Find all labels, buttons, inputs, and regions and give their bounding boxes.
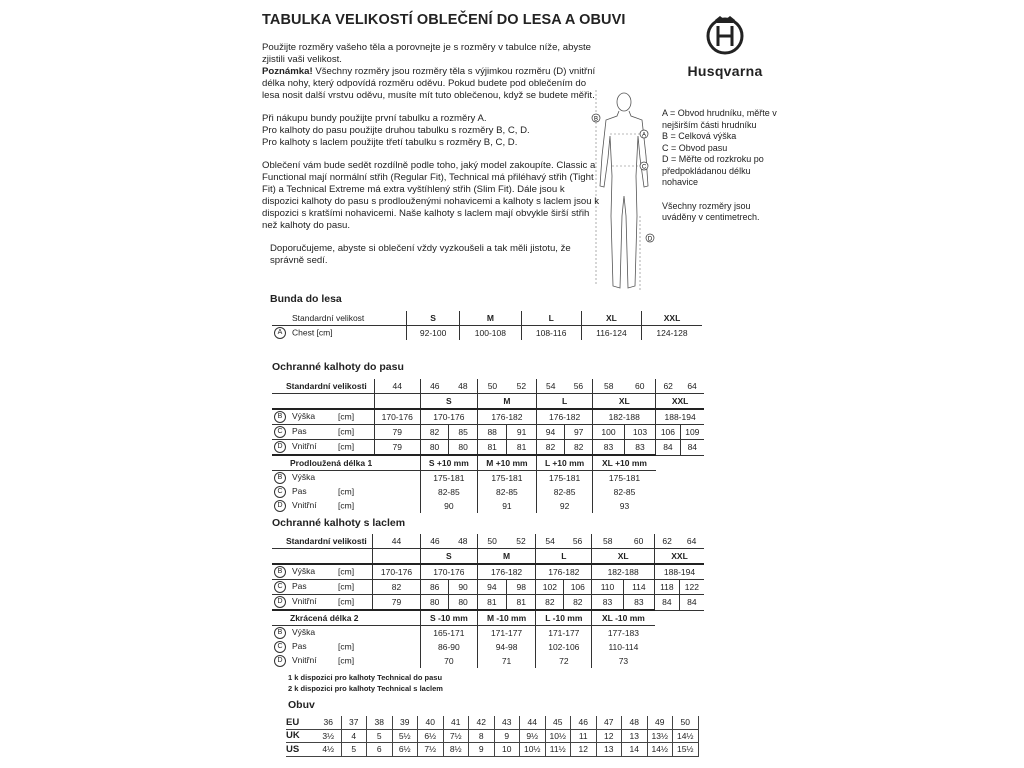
intro-text: [262, 42, 602, 278]
jacket-row-label: A Chest [cm]: [272, 326, 407, 341]
jacket-value: 92-100: [407, 326, 460, 341]
row-label: [272, 440, 374, 456]
shoe-size: 14: [622, 743, 648, 757]
grid-header: Standardní velikosti: [272, 379, 374, 394]
table-cell: 73: [592, 654, 655, 668]
note-text: Všechny rozměry jsou rozměry těla s výjimkou rozměru (D) vnitřní délka nohy, který odpovídá rozměru oděvu. Pokud budete pod oblečením do lesa nosit další vrstvu oděvu, musíte mít tuto oblečenou, když se budete měřit.: [262, 66, 596, 101]
shoe-system-label: US: [286, 743, 316, 757]
table-cell: 83: [593, 440, 624, 456]
table-cell: 80: [449, 595, 477, 611]
marker-b: B: [274, 566, 286, 578]
table-cell: 72: [536, 654, 592, 668]
intro-paragraph-4: Doporučujeme, abyste si oblečení vždy vyzkoušeli a tak měli jistotu, že správně sedí.: [270, 243, 571, 266]
table-cell: 176-182: [536, 564, 592, 580]
shoe-size: 40: [418, 716, 444, 729]
table-cell: 82: [565, 440, 593, 456]
table-cell: 100: [593, 425, 624, 440]
size-number: 58: [593, 379, 624, 394]
row-label-text: Výška: [292, 411, 316, 422]
shoe-size: 13: [622, 729, 648, 743]
shoe-size: 11½: [545, 743, 571, 757]
size-number: 60: [623, 534, 654, 549]
size-number: 60: [624, 379, 655, 394]
size-letter: XXL: [656, 394, 704, 410]
sub-table-title: Zkrácená délka 2: [272, 610, 373, 626]
shoe-size: 15½: [673, 743, 699, 757]
jacket-value: 116-124: [581, 326, 641, 341]
size-letter: S: [420, 394, 477, 410]
shoe-size: 5½: [392, 729, 418, 743]
table-cell: 79: [374, 440, 420, 456]
row-label: [272, 409, 374, 425]
shoe-system-label: EU: [286, 716, 316, 729]
shoe-size: 13½: [647, 729, 673, 743]
shoe-row: [286, 743, 698, 757]
spacer-cell: [374, 471, 420, 486]
intro-p2-line3: Pro kalhoty s laclem použijte třetí tabulku s rozměry B, C, D.: [262, 137, 518, 148]
table-cell: 97: [565, 425, 593, 440]
table-cell: 81: [477, 440, 506, 456]
figure-label-d: D: [647, 236, 653, 243]
row-label-text: Pas: [292, 641, 307, 652]
size-grid: [272, 379, 704, 513]
size-letter: L +10 mm: [536, 455, 592, 471]
table-cell: 83: [624, 440, 655, 456]
table-cell: 102-106: [536, 640, 592, 654]
shoe-size: 9: [469, 743, 495, 757]
shoe-system-label: UK: [286, 729, 316, 743]
sub-table-title: Prodloužená délka 1: [272, 455, 374, 471]
table-cell: 175-181: [420, 471, 477, 486]
size-letter: S +10 mm: [420, 455, 477, 471]
table-cell: 90: [420, 499, 477, 513]
shoe-size: 11: [571, 729, 597, 743]
size-letter: S: [421, 549, 478, 565]
size-letter: XL: [592, 549, 655, 565]
table-cell: 93: [593, 499, 656, 513]
row-label-text: Vnitřní: [292, 596, 317, 607]
table-cell: 70: [421, 654, 478, 668]
shoe-size: 10½: [520, 743, 546, 757]
shoe-size: 13: [596, 743, 622, 757]
table-cell: 79: [374, 425, 420, 440]
jacket-table: [272, 311, 702, 340]
table-cell: 85: [449, 425, 478, 440]
size-letter: L -10 mm: [536, 610, 592, 626]
table-cell: 81: [507, 595, 536, 611]
table-cell: 83: [592, 595, 623, 611]
size-number: 48: [449, 379, 478, 394]
size-number: 54: [536, 379, 564, 394]
table-cell: 175-181: [593, 471, 656, 486]
shoe-size: 47: [596, 716, 622, 729]
spacer-cell: [373, 626, 421, 641]
marker-b: B: [274, 411, 286, 423]
size-number: 62: [655, 534, 680, 549]
row-label: [272, 564, 373, 580]
table-cell: 86-90: [421, 640, 478, 654]
shoe-size: 4: [341, 729, 367, 743]
table-cell: 188-194: [656, 409, 704, 425]
table-cell: 103: [624, 425, 655, 440]
size-number: 58: [592, 534, 623, 549]
row-label-text: Vnitřní: [292, 500, 317, 511]
table-cell: 109: [680, 425, 704, 440]
table-cell: 86: [421, 580, 449, 595]
row-label-text: Výška: [292, 566, 316, 577]
table-cell: 90: [449, 580, 477, 595]
shoe-row: [286, 729, 698, 743]
spacer-cell: [373, 654, 421, 668]
husqvarna-logo: [680, 14, 770, 79]
size-letter: XL +10 mm: [593, 455, 656, 471]
shoe-row: [286, 716, 698, 729]
table-cell: 79: [373, 595, 421, 611]
bib-title: Ochranné kalhoty s laclem: [272, 517, 406, 529]
table-cell: 82-85: [536, 485, 592, 499]
table-cell: 80: [421, 595, 449, 611]
jacket-size: S: [407, 311, 460, 326]
shoe-size: 3½: [316, 729, 341, 743]
jacket-value: 124-128: [642, 326, 702, 341]
row-label: [272, 580, 373, 595]
table-cell: 170-176: [420, 409, 477, 425]
table-cell: 175-181: [536, 471, 592, 486]
shoe-size: 6: [367, 743, 393, 757]
size-number: 52: [507, 534, 536, 549]
table-cell: 92: [536, 499, 592, 513]
shoe-size: 46: [571, 716, 597, 729]
table-cell: 82-85: [593, 485, 656, 499]
intro-p2-line2: Pro kalhoty do pasu použijte druhou tabulku s rozměry B, C, D.: [262, 125, 530, 136]
shoe-size: 12: [596, 729, 622, 743]
grid-header: Standardní velikosti: [272, 534, 373, 549]
page-title: TABULKA VELIKOSTÍ OBLEČENÍ DO LESA A OBUVI: [262, 12, 626, 28]
shoe-size: 37: [341, 716, 367, 729]
spacer-cell: [374, 455, 420, 471]
table-cell: 114: [623, 580, 654, 595]
table-cell: 110-114: [592, 640, 655, 654]
table-cell: 94: [477, 580, 506, 595]
size-grid: [272, 534, 704, 668]
table-cell: 182-188: [592, 564, 655, 580]
row-unit: [cm]: [338, 566, 355, 577]
figure-label-c: C: [641, 164, 647, 171]
shoe-size: 10½: [545, 729, 571, 743]
row-unit: [cm]: [338, 655, 355, 666]
spacer-cell: [373, 610, 421, 626]
row-label-text: Vnitřní: [292, 441, 317, 452]
marker-a: A: [274, 327, 286, 339]
jacket-size: L: [521, 311, 581, 326]
legend-b: B = Celková výška: [662, 131, 737, 141]
shoe-size: 5: [341, 743, 367, 757]
table-cell: 94: [536, 425, 564, 440]
note-label: Poznámka!: [262, 66, 313, 77]
row-unit: [cm]: [338, 441, 355, 452]
table-cell: 91: [507, 425, 537, 440]
row-unit: [cm]: [338, 486, 355, 497]
waist-title: Ochranné kalhoty do pasu: [272, 361, 404, 373]
shoes-table: [286, 716, 699, 757]
spacer-cell: [373, 640, 421, 654]
jacket-value: 108-116: [521, 326, 581, 341]
shoe-size: 10: [494, 743, 520, 757]
shoe-size: 5: [367, 729, 393, 743]
size-letter: L: [536, 549, 592, 565]
spacer-cell: [374, 394, 420, 410]
table-cell: 98: [507, 580, 536, 595]
row-label-text: Pas: [292, 426, 307, 437]
measurement-legend: [662, 108, 782, 224]
table-cell: 175-181: [477, 471, 536, 486]
table-cell: 110: [592, 580, 623, 595]
table-cell: 170-176: [373, 564, 421, 580]
shoe-size: 14½: [647, 743, 673, 757]
table-cell: 170-176: [421, 564, 478, 580]
legend-d: D = Měřte od rozkroku po předpokládanou délku nohavice: [662, 154, 764, 187]
jacket-title: Bunda do lesa: [270, 293, 342, 305]
shoe-size: 45: [545, 716, 571, 729]
row-unit: [cm]: [338, 641, 355, 652]
size-number: 46: [421, 534, 449, 549]
shoe-size: 6½: [418, 729, 444, 743]
row-unit: [cm]: [338, 426, 355, 437]
table-cell: 81: [477, 595, 506, 611]
intro-paragraph-1: [262, 42, 602, 102]
size-number: 64: [680, 379, 704, 394]
table-cell: 171-177: [477, 626, 536, 641]
figure-label-a: A: [641, 132, 647, 139]
row-label: [272, 471, 374, 486]
shoe-size: 9: [494, 729, 520, 743]
size-number: 50: [477, 534, 506, 549]
marker-d: D: [274, 500, 286, 512]
size-number: 56: [565, 379, 593, 394]
marker-b: B: [274, 627, 286, 639]
intro-paragraph-3: Oblečení vám bude sedět rozdílně podle toho, jaký model zakoupíte. Classic a Functional mají normální střih (Regular Fit), Technical má přiléhavý střih (Tight Fit) a Technical Extreme má extra vyštíhlený střih (Slim Fit). Dále jsou k dispozici kalhoty do pasu s prodlouženými nohavicemi a kalhoty s laclem jsou k dispozici s kratšími nohavicemi. Naše kalhoty s laclem mají obvykle širší střih než kalhoty do pasu.: [262, 160, 600, 231]
shoe-size: 38: [367, 716, 393, 729]
table-cell: 88: [477, 425, 506, 440]
marker-c: C: [274, 581, 286, 593]
size-number: 54: [536, 534, 564, 549]
marker-d: D: [274, 441, 286, 453]
size-number: 44: [374, 379, 420, 394]
spacer-cell: [374, 485, 420, 499]
table-cell: 84: [680, 440, 704, 456]
legend-c: C = Obvod pasu: [662, 142, 728, 153]
row-label-text: Pas: [292, 486, 307, 497]
row-label-text: Pas: [292, 581, 307, 592]
row-label: [272, 425, 374, 440]
table-cell: 188-194: [655, 564, 704, 580]
table-cell: 82-85: [420, 485, 477, 499]
row-label: [272, 499, 374, 513]
table-cell: 82: [536, 440, 564, 456]
shoes-title: Obuv: [288, 699, 315, 711]
table-cell: 82: [373, 580, 421, 595]
row-label: [272, 626, 373, 641]
marker-c: C: [274, 641, 286, 653]
row-label: [272, 640, 373, 654]
body-figure: [586, 86, 658, 296]
table-cell: 102: [536, 580, 564, 595]
size-letter: M: [477, 394, 536, 410]
table-cell: 171-177: [536, 626, 592, 641]
marker-d: D: [274, 596, 286, 608]
marker-c: C: [274, 426, 286, 438]
table-cell: 71: [477, 654, 536, 668]
size-number: 52: [507, 379, 537, 394]
row-unit: [cm]: [338, 500, 355, 511]
legend-a: A = Obvod hrudníku, měřte v nejširším části hrudníku: [662, 108, 777, 130]
row-label: [272, 654, 373, 668]
jacket-header: Standardní velikost: [272, 311, 407, 326]
size-letter: L: [536, 394, 592, 410]
footnote-2: 2 k dispozici pro kalhoty Technical s laclem: [288, 684, 443, 693]
table-cell: 82: [536, 595, 564, 611]
table-cell: 94-98: [477, 640, 536, 654]
table-cell: 80: [420, 440, 449, 456]
intro-paragraph-2: [262, 113, 602, 149]
shoe-size: 50: [673, 716, 699, 729]
row-label-text: Výška: [292, 627, 316, 638]
jacket-size: M: [460, 311, 521, 326]
table-cell: 84: [679, 595, 704, 611]
jacket-value: 100-108: [460, 326, 521, 341]
row-label-text: Výška: [292, 472, 316, 483]
shoe-size: 12: [571, 743, 597, 757]
spacer-cell: [373, 549, 421, 565]
shoe-size: 49: [647, 716, 673, 729]
table-cell: 81: [507, 440, 537, 456]
shoe-size: 8: [469, 729, 495, 743]
table-cell: 82: [564, 595, 592, 611]
spacer-cell: [374, 499, 420, 513]
table-cell: 82-85: [477, 485, 536, 499]
table-cell: 80: [449, 440, 478, 456]
row-label-text: Vnitřní: [292, 655, 317, 666]
size-number: 48: [449, 534, 477, 549]
marker-b: B: [274, 472, 286, 484]
size-number: 46: [420, 379, 449, 394]
table-cell: 122: [679, 580, 704, 595]
table-cell: 176-182: [477, 409, 536, 425]
size-letter: M: [477, 549, 536, 565]
table-cell: 106: [564, 580, 592, 595]
shoe-size: 42: [469, 716, 495, 729]
table-cell: 118: [655, 580, 680, 595]
table-cell: 84: [656, 440, 680, 456]
shoe-size: 48: [622, 716, 648, 729]
shoe-size: 6½: [392, 743, 418, 757]
table-cell: 83: [623, 595, 654, 611]
shoe-size: 14½: [673, 729, 699, 743]
shoe-size: 7½: [443, 729, 469, 743]
table-cell: 177-183: [592, 626, 655, 641]
footnotes: [288, 672, 443, 694]
crown-icon: [703, 14, 747, 56]
shoe-size: 39: [392, 716, 418, 729]
size-number: 50: [477, 379, 506, 394]
table-cell: 176-182: [536, 409, 592, 425]
table-cell: 84: [655, 595, 680, 611]
size-number: 44: [373, 534, 421, 549]
jacket-size: XL: [581, 311, 641, 326]
table-cell: 182-188: [593, 409, 656, 425]
table-cell: 82: [420, 425, 449, 440]
table-cell: 165-171: [421, 626, 478, 641]
size-letter: XXL: [655, 549, 704, 565]
size-letter: M +10 mm: [477, 455, 536, 471]
legend-units: Všechny rozměry jsou uváděny v centimetrech.: [662, 200, 760, 222]
spacer-cell: [272, 394, 374, 410]
size-letter: M -10 mm: [477, 610, 536, 626]
marker-c: C: [274, 486, 286, 498]
shoe-size: 43: [494, 716, 520, 729]
intro-p1: Použijte rozměry vašeho těla a porovnejte je s rozměry v tabulce níže, abyste zjistili vaši velikost.: [262, 42, 592, 65]
figure-label-b: B: [593, 116, 599, 123]
table-cell: 91: [477, 499, 536, 513]
intro-p2-line1: Při nákupu bundy použijte první tabulku a rozměry A.: [262, 113, 487, 124]
footnote-1: 1 k dispozici pro kalhoty Technical do pasu: [288, 673, 443, 682]
shoe-size: 9½: [520, 729, 546, 743]
row-label: [272, 485, 374, 499]
size-letter: XL -10 mm: [592, 610, 655, 626]
row-label: [272, 595, 373, 611]
shoe-size: 36: [316, 716, 341, 729]
row-unit: [cm]: [338, 411, 355, 422]
size-letter: S -10 mm: [421, 610, 478, 626]
table-cell: 176-182: [477, 564, 536, 580]
shoe-size: 7½: [418, 743, 444, 757]
shoe-size: 4½: [316, 743, 341, 757]
row-unit: [cm]: [338, 596, 355, 607]
row-unit: [cm]: [338, 581, 355, 592]
jacket-size: XXL: [642, 311, 702, 326]
table-cell: 170-176: [374, 409, 420, 425]
shoe-size: 41: [443, 716, 469, 729]
brand-name: Husqvarna: [687, 63, 763, 79]
spacer-cell: [272, 549, 373, 565]
shoe-size: 8½: [443, 743, 469, 757]
marker-d: D: [274, 655, 286, 667]
table-cell: 106: [656, 425, 680, 440]
shoe-size: 44: [520, 716, 546, 729]
size-number: 62: [656, 379, 680, 394]
size-number: 56: [564, 534, 592, 549]
size-letter: XL: [593, 394, 656, 410]
size-number: 64: [679, 534, 704, 549]
